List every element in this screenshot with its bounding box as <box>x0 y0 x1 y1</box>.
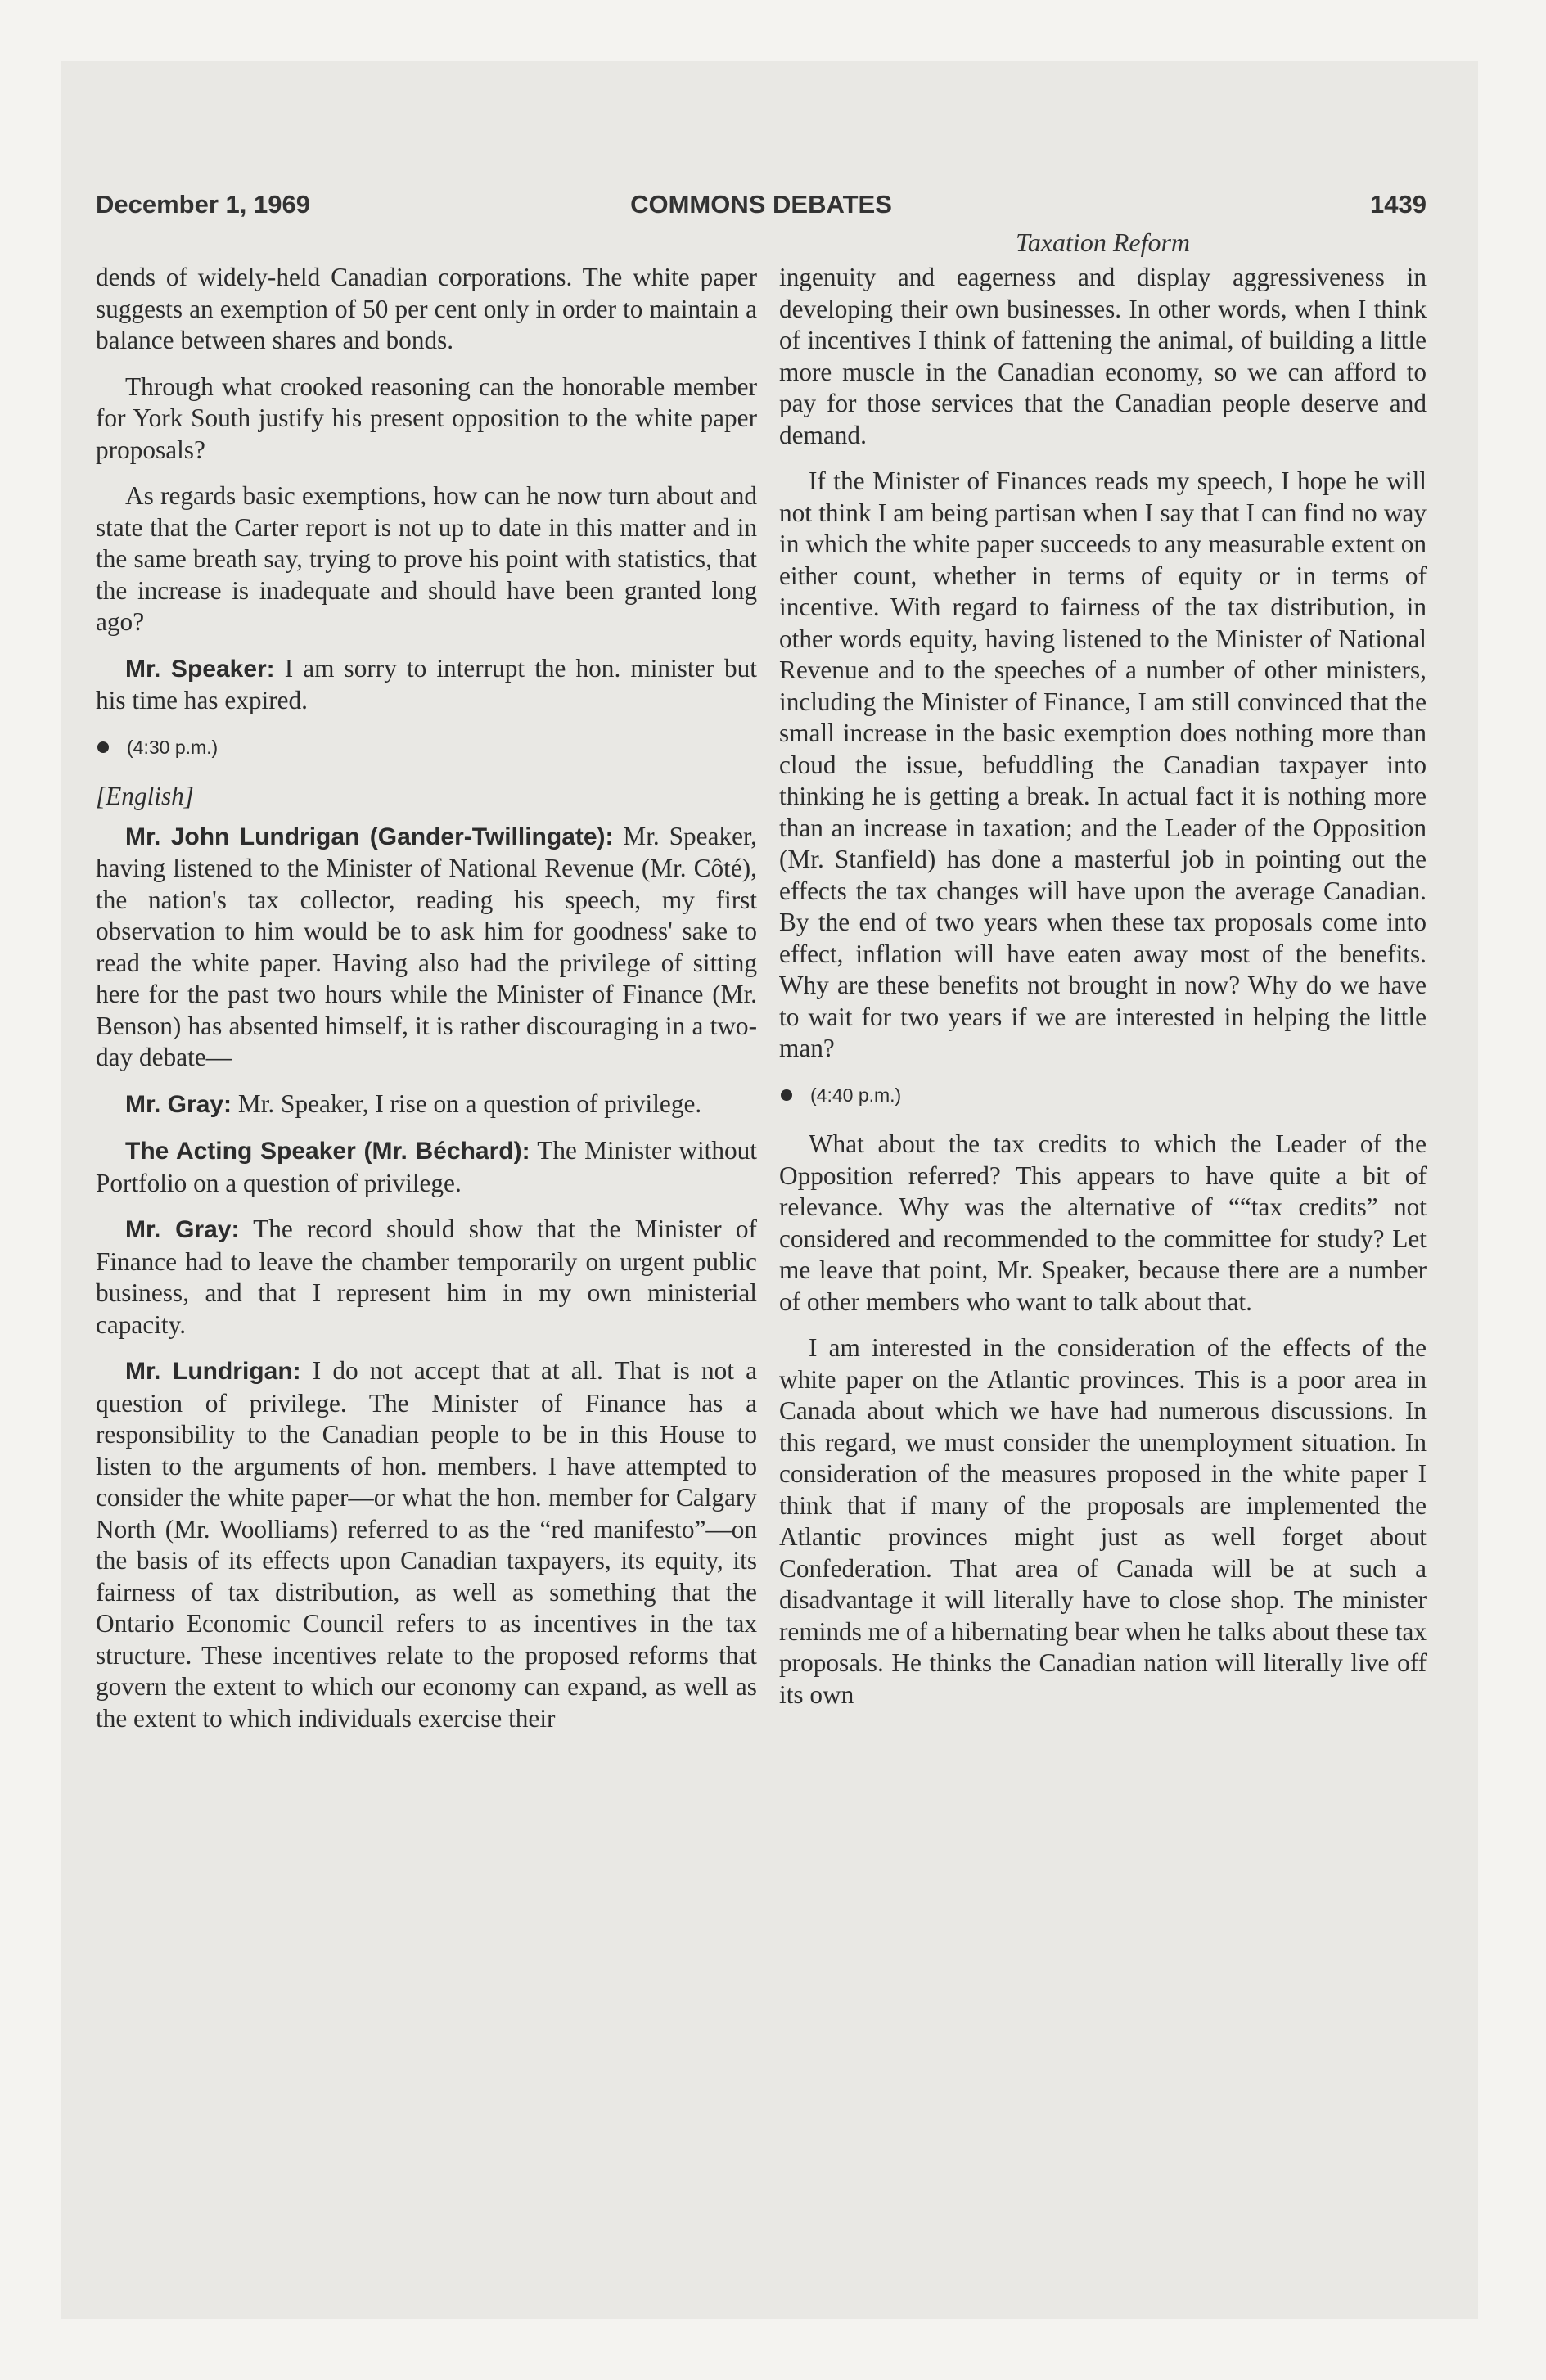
speech <box>96 1214 757 1341</box>
speaker-name: Mr. Gray: <box>125 1090 232 1118</box>
speaker-name: Mr. Lundrigan: <box>125 1358 301 1385</box>
speech-text: Mr. Speaker, having listened to the Minister of National Revenue (Mr. Côté), the nation's tax collector, reading his speech, my first observation to him would be to ask him for goodness' sake to read the white paper. Having also had the privilege of sitting here for the past two hours while the Minister of Finance (Mr. Benson) has absented himself, it is rather discouraging in a two-day debate— <box>96 821 757 1071</box>
speaker-name: Mr. Speaker: <box>125 655 275 683</box>
header-date: December 1, 1969 <box>96 190 310 219</box>
header-title: COMMONS DEBATES <box>630 190 892 219</box>
paragraph: Through what crooked reasoning can the honorable member for York South justify his present opposition to the white paper proposals? <box>96 372 757 464</box>
timestamp <box>779 1080 1427 1111</box>
speech <box>96 1355 757 1734</box>
bullet-icon <box>781 1089 792 1101</box>
timestamp-text: (4:30 p.m.) <box>127 736 219 758</box>
speech <box>96 821 757 1074</box>
timestamp-text: (4:40 p.m.) <box>810 1084 902 1106</box>
paragraph: What about the tax credits to which the Leader of the Opposition referred? This appears to have quite a bit of relevance. Why was the alternative of ““tax credits” not considered and recommended to the committee for study? Let me leave that point, Mr. Speaker, because there are a number of other members who want to talk about that. <box>779 1129 1427 1316</box>
page-header <box>96 190 1427 228</box>
speaker-name: Mr. Gray: <box>125 1216 240 1243</box>
paragraph: dends of widely-held Canadian corporations. The white paper suggests an exemption of 50 per cent only in order to maintain a balance between shares and bonds. <box>96 263 757 354</box>
paragraph: As regards basic exemptions, how can he now turn about and state that the Carter report is not up to date in this matter and in the same breath say, trying to prove his point with statistics, that the increase is inadequate and should have been granted long ago? <box>96 481 757 636</box>
speech-text: I do not accept that at all. That is not a question of privilege. The Minister of Finance has a responsibility to the Canadian people to be in this House to listen to the arguments of hon. members. I have attempted to consider the white paper—or what the hon. member for Calgary North (Mr. Woolliams) referred to as the “red manifesto”—on the basis of its effects upon Canadian taxpayers, its equity, its fairness of tax distribution, as well as something that the Ontario Economic Council refers to as incentives in the tax structure. These incentives relate to the proposed reforms that govern the extent to which our economy can expand, as well as the extent to which individuals exercise their <box>96 1356 757 1733</box>
speech-text: The record should show that the Minister of Finance had to leave the chamber temporarily on urgent public business, and that I represent him in my own ministerial capacity. <box>96 1215 757 1339</box>
speaker-name: The Acting Speaker (Mr. Béchard): <box>125 1138 530 1165</box>
right-column <box>779 262 1427 1725</box>
page-number: 1439 <box>1370 190 1427 219</box>
language-marker: [English] <box>96 782 194 810</box>
timestamp <box>96 732 757 764</box>
speech <box>96 653 757 717</box>
paragraph: If the Minister of Finances reads my speech, I hope he will not think I am being partisan when I say that I can find no way in which the white paper succeeds to any measurable extent on either count, whether in terms of equity or in terms of incentive. With regard to fairness of the tax distribution, in other words equity, having listened to the Minister of National Revenue and to the speeches of a number of other ministers, including the Minister of Finance, I am still convinced that the small increase in the basic exemption does nothing more than cloud the issue, befuddling the Canadian taxpayer into thinking he is getting a break. In actual fact it is nothing more than an increase in taxation; and the Leader of the Opposition (Mr. Stanfield) has done a masterful job in pointing out the effects the tax changes will have upon the average Canadian. By the end of two years when these tax proposals come into effect, inflation will have eaten away most of the benefits. Why are these benefits not brought in now? Why do we have to wait for two years if we are interested in helping the little man? <box>779 467 1427 1062</box>
speech-text: The Minister without Portfolio on a question of privilege. <box>96 1136 757 1197</box>
speech-text: Mr. Speaker, I rise on a question of privilege. <box>232 1089 702 1118</box>
left-column <box>96 262 757 1749</box>
speech-text: I am sorry to interrupt the hon. minister but his time has expired. <box>96 653 757 714</box>
bullet-icon <box>97 741 109 753</box>
speech <box>96 1089 757 1121</box>
subject-heading: Taxation Reform <box>1015 228 1191 257</box>
speech <box>96 1135 757 1199</box>
paragraph: I am interested in the consideration of the effects of the white paper on the Atlantic provinces. This is a poor area in Canada about which we have had numerous discussions. In this regard, we must consider the unemployment situation. In consideration of the measures proposed in the white paper I think that if many of the proposals are implemented the Atlantic provinces might just as well forget about Confederation. That area of Canada will be at such a disadvantage it will literally have to close shop. The minister reminds me of a hibernating bear when he talks about these tax proposals. He thinks the Canadian nation will literally live off its own <box>779 1333 1427 1709</box>
paragraph: ingenuity and eagerness and display aggressiveness in developing their own businesses. In other words, when I think of incentives I think of fattening the animal, of building a little more muscle in the Canadian economy, so we can afford to pay for those services that the Canadian people deserve and demand. <box>779 263 1427 449</box>
speaker-name: Mr. John Lundrigan (Gander-Twillingate): <box>125 823 614 850</box>
